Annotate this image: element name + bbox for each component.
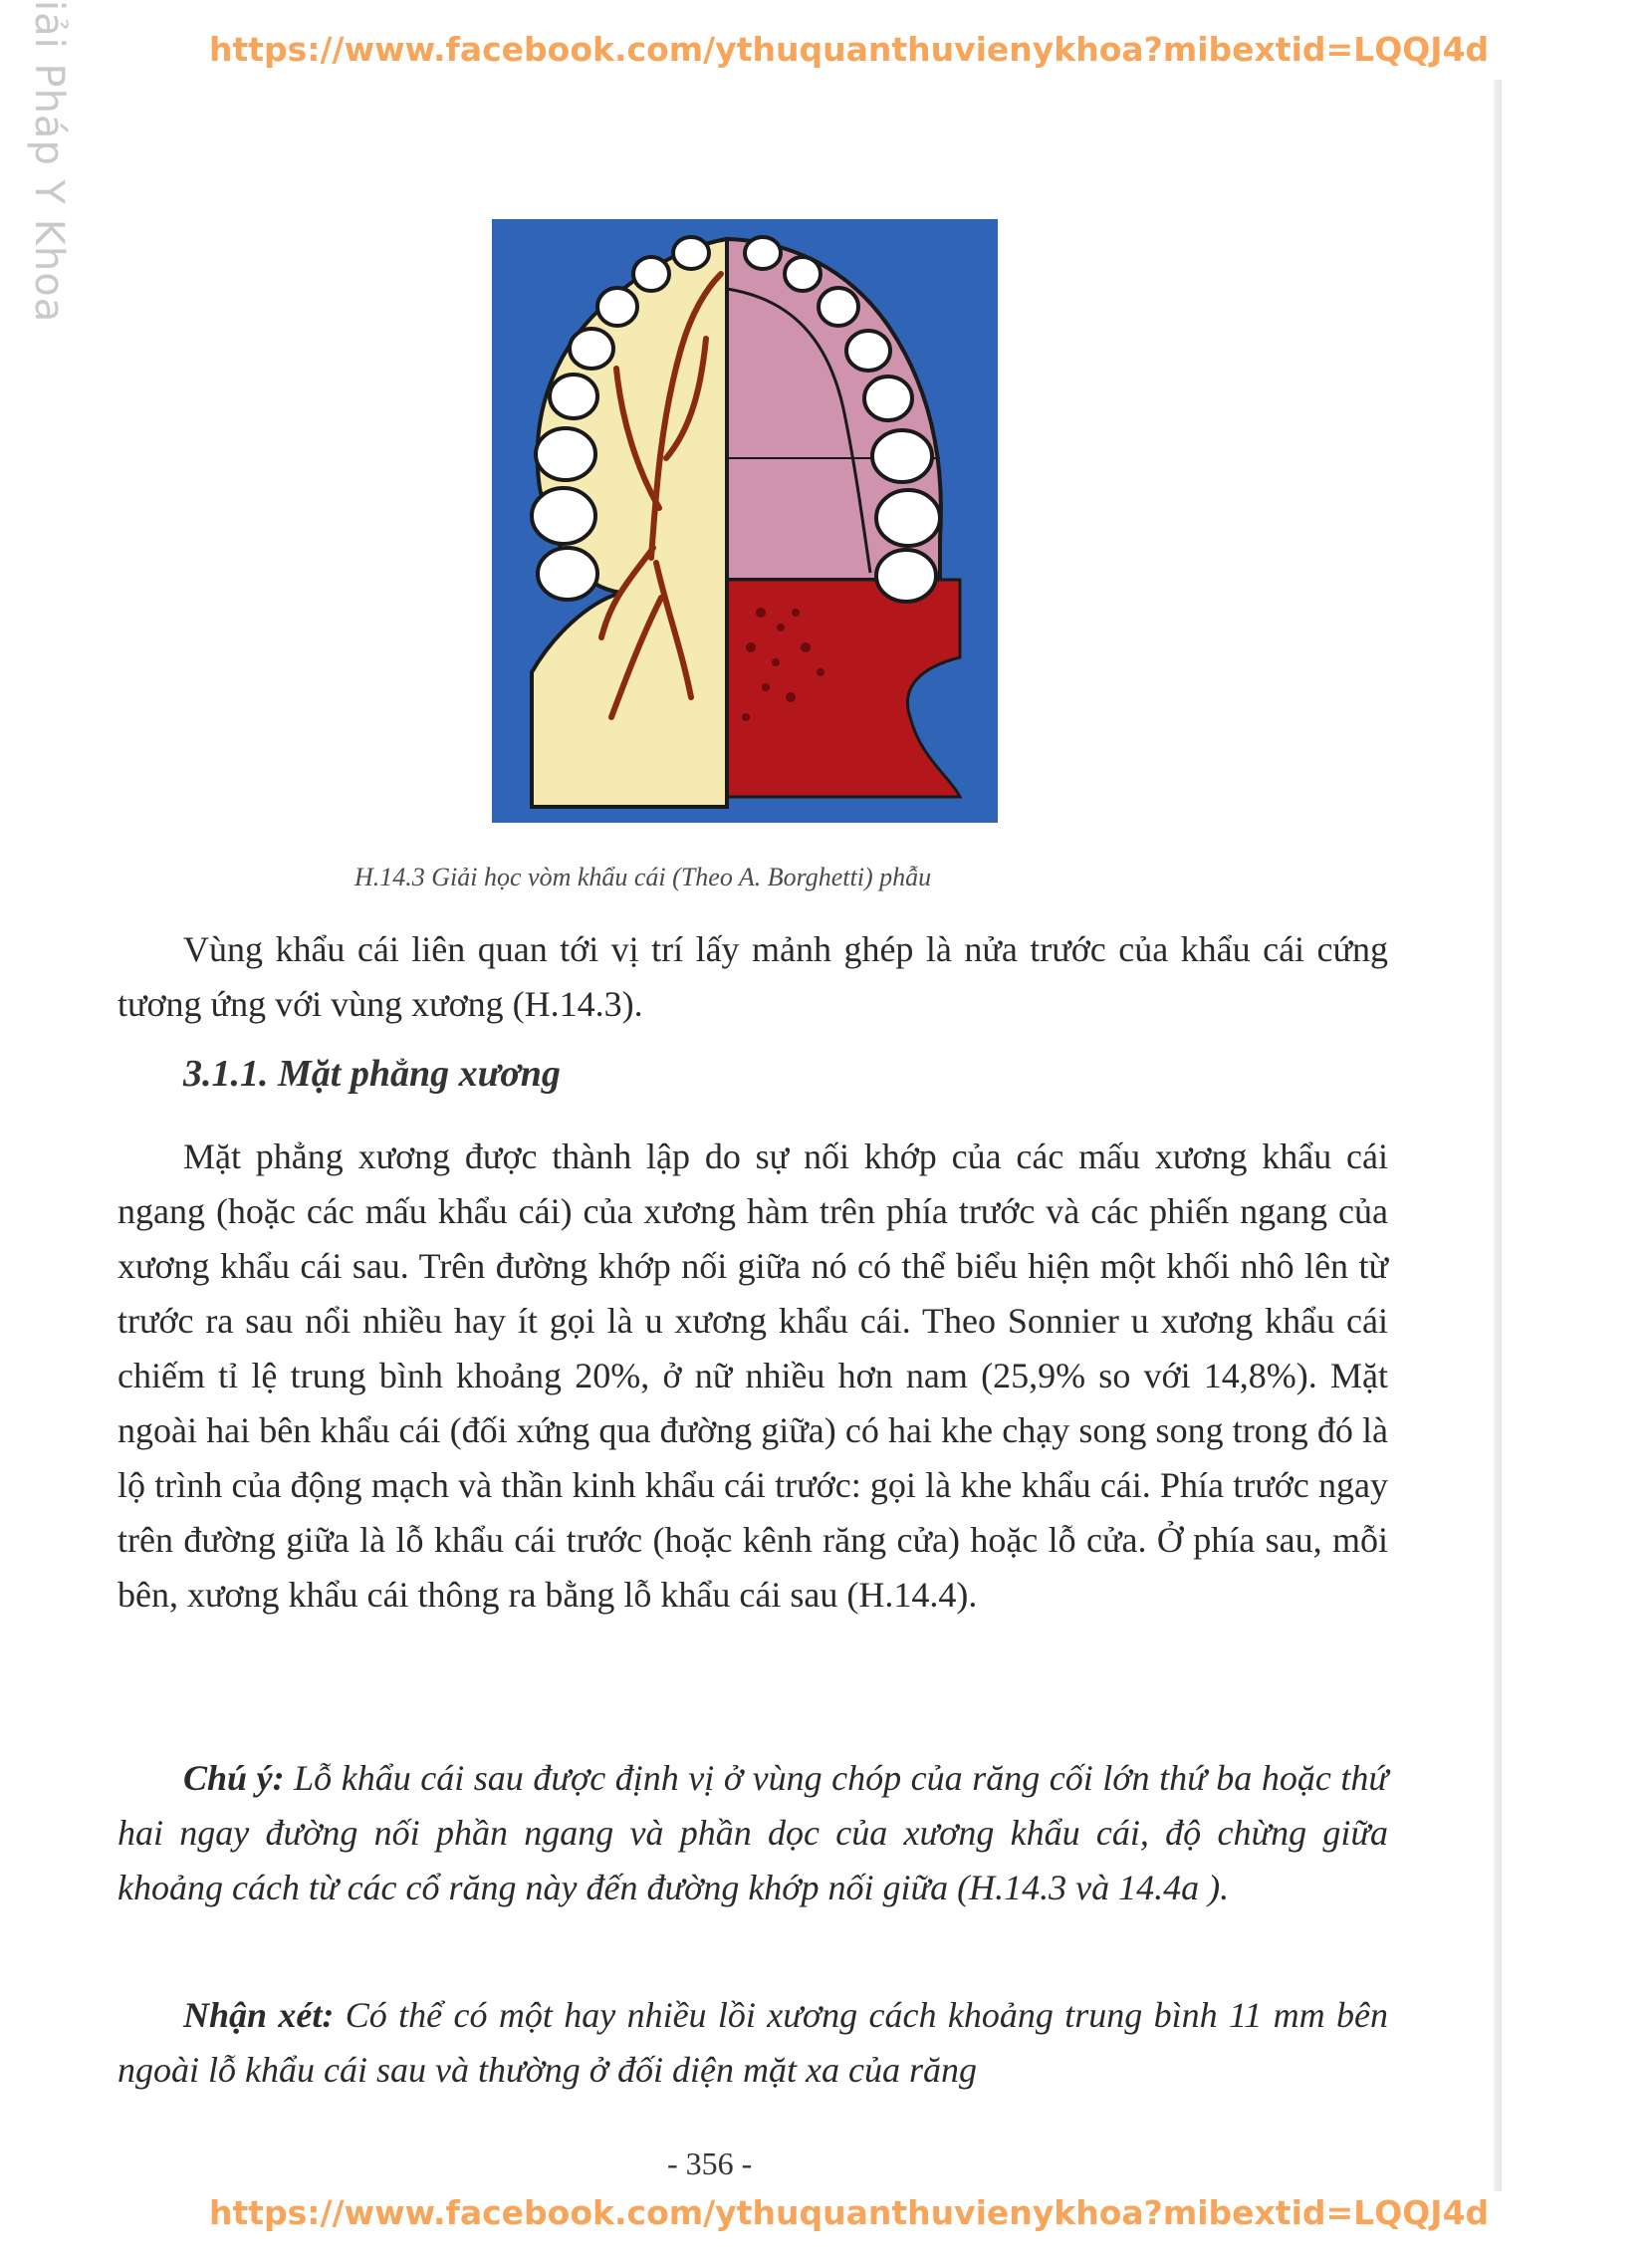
- figure-caption: H.14.3 Giải học vòm khẩu cái (Theo A. Borghetti) phẫu: [354, 863, 932, 891]
- paragraph-note: [118, 1751, 1388, 1915]
- note-text: Lỗ khẩu cái sau được định vị ở vùng chóp của răng cối lớn thứ ba hoặc thứ hai ngay đường nối phần ngang và phần dọc của xương khẩu cái, độ chừng giữa khoảng cách từ các cổ răng này đến đường khớp nối giữa (H.14.3 và 14.4a ).: [118, 1758, 1388, 1907]
- remark-text: Có thể có một hay nhiều lồi xương cách khoảng trung bình 11 mm bên ngoài lỗ khẩu cái sau và thường ở đối diện mặt xa của răng: [118, 1995, 1388, 2090]
- palate-anatomy-figure: [492, 219, 998, 823]
- page-edge-shadow: [1494, 80, 1502, 2191]
- remark-label: Nhận xét:: [183, 1995, 335, 2035]
- header-link[interactable]: https://www.facebook.com/ythuquanthuvienykhoa?mibextid=LQQJ4d: [209, 30, 1490, 69]
- paragraph-remark: [118, 1988, 1388, 2098]
- footer-link[interactable]: https://www.facebook.com/ythuquanthuvienykhoa?mibextid=LQQJ4d: [209, 2193, 1490, 2232]
- paragraph-bone-plane: Mặt phẳng xương được thành lập do sự nối khớp của các mấu xương khẩu cái ngang (hoặc các mấu khẩu cái) của xương hàm trên phía trước và các phiến ngang của xương khẩu cái sau. Trên đường khớp nối giữa nó có thể biểu hiện một khối nhô lên từ trước ra sau nổi nhiều hay ít gọi là u xương khẩu cái. Theo Sonnier u xương khẩu cái chiếm tỉ lệ trung bình khoảng 20%, ở nữ nhiều hơn nam (25,9% so với 14,8%). Mặt ngoài hai bên khẩu cái (đối xứng qua đường giữa) có hai khe chạy song song trong đó là lộ trình của động mạch và thần kinh khẩu cái trước: gọi là khe khẩu cái. Phía trước ngay trên đường giữa là lỗ khẩu cái trước (hoặc kênh răng cửa) hoặc lỗ cửa. Ở phía sau, mỗi bên, xương khẩu cái thông ra bằng lỗ khẩu cái sau (H.14.4).: [118, 1136, 1388, 1615]
- side-watermark-text: iải Pháp Y Khoa: [26, 0, 72, 324]
- side-watermark: [24, 0, 74, 324]
- palate-illustration: [492, 219, 998, 823]
- paragraph-intro: Vùng khẩu cái liên quan tới vị trí lấy mảnh ghép là nửa trước của khẩu cái cứng tương ứng với vùng xương (H.14.3).: [118, 929, 1388, 1024]
- section-heading: 3.1.1. Mặt phẳng xương: [183, 1053, 561, 1095]
- note-label: Chú ý:: [183, 1758, 285, 1798]
- page-number: - 356 -: [667, 2145, 753, 2181]
